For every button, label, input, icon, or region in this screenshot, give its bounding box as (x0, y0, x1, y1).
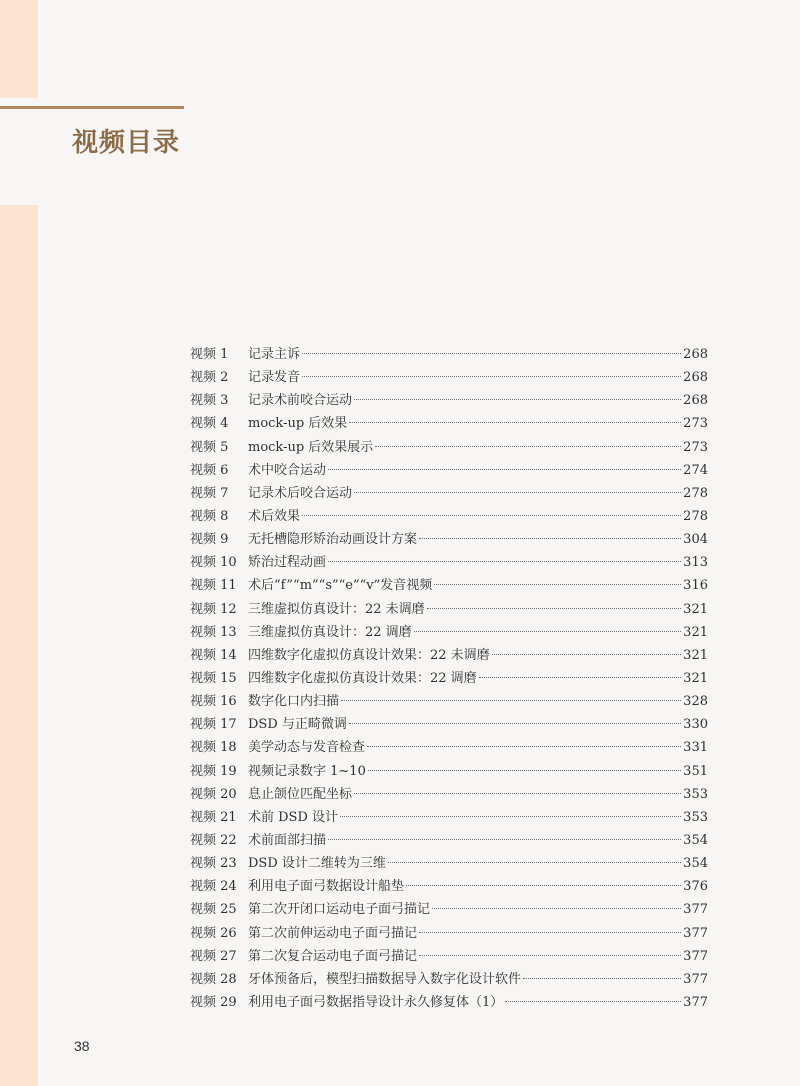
toc-dot-leader (414, 631, 681, 632)
toc-entry-label: 视频 3 (190, 393, 229, 409)
toc-dot-leader (302, 353, 681, 354)
toc-entry-title: 数字化口内扫描 (248, 694, 340, 710)
toc-entry-title: 息止颌位匹配坐标 (248, 786, 353, 802)
toc-entry-page: 328 (683, 694, 708, 710)
toc-entry-page: 316 (683, 578, 708, 594)
toc-entry-page: 273 (683, 416, 708, 432)
toc-entry-label: 视频 17 (190, 717, 237, 733)
toc-entry-page: 268 (683, 347, 708, 362)
toc-entry-page: 351 (683, 763, 708, 779)
toc-entry-label: 视频 14 (190, 647, 237, 663)
toc-entry-page: 304 (683, 532, 708, 548)
toc-entry-page: 354 (683, 832, 708, 848)
toc-dot-leader (434, 584, 681, 585)
toc-entry-label: 视频 22 (190, 832, 237, 848)
toc-entry-label: 视频 10 (190, 555, 237, 571)
toc-entry[interactable] (190, 528, 708, 551)
toc-entry-label: 视频 26 (190, 925, 237, 941)
toc-dot-leader (340, 816, 681, 817)
toc-entry-label: 视频 5 (190, 439, 229, 455)
toc-entry-label: 视频 1 (190, 347, 229, 362)
toc-dot-leader (328, 469, 681, 470)
toc-entry-page: 321 (683, 624, 708, 640)
toc-entry-page: 377 (683, 948, 708, 964)
toc-entry[interactable] (190, 459, 708, 482)
toc-entry-page: 377 (683, 971, 708, 987)
toc-entry-title: 四维数字化虚拟仿真设计效果：22 调磨 (248, 670, 477, 686)
toc-entry-page: 268 (683, 370, 708, 386)
toc-dot-leader (349, 422, 681, 423)
toc-entry-page: 273 (683, 439, 708, 455)
toc-entry-title: 矫治过程动画 (248, 555, 327, 571)
toc-entry-page: 268 (683, 393, 708, 409)
toc-entry[interactable] (190, 574, 708, 597)
side-strip-top (0, 0, 38, 98)
toc-entry-page: 377 (683, 994, 708, 1010)
toc-entry-page: 353 (683, 809, 708, 825)
toc-entry[interactable] (190, 898, 708, 921)
toc-entry-page: 377 (683, 902, 708, 918)
toc-entry[interactable] (190, 389, 708, 412)
toc-dot-leader (302, 376, 681, 377)
toc-entry-label: 视频 2 (190, 370, 229, 386)
toc-entry-label: 视频 24 (190, 879, 237, 895)
toc-entry-title: DSD 设计二维转为三维 (248, 856, 386, 872)
toc-entry-title: 术后效果 (248, 508, 301, 524)
toc-entry-page: 278 (683, 508, 708, 524)
toc-entry-page: 330 (683, 717, 708, 733)
toc-entry[interactable] (190, 343, 708, 366)
toc-entry[interactable] (190, 968, 708, 991)
toc-entry-label: 视频 29 (190, 994, 237, 1010)
toc-entry[interactable] (190, 829, 708, 852)
toc-entry[interactable] (190, 621, 708, 644)
toc-dot-leader (302, 515, 681, 516)
toc-entry[interactable] (190, 551, 708, 574)
toc-entry[interactable] (190, 366, 708, 389)
video-toc-list (190, 343, 708, 1014)
toc-entry-label: 视频 23 (190, 856, 237, 872)
toc-entry-title: 无托槽隐形矫治动画设计方案 (248, 532, 418, 548)
toc-dot-leader (419, 932, 681, 933)
toc-entry-title: 视频记录数字 1~10 (248, 763, 366, 779)
toc-entry-title: 利用电子面弓数据设计船垫 (248, 879, 405, 895)
toc-entry[interactable] (190, 690, 708, 713)
toc-entry[interactable] (190, 852, 708, 875)
toc-entry-page: 353 (683, 786, 708, 802)
toc-dot-leader (368, 770, 681, 771)
toc-entry-title: 术中咬合运动 (248, 462, 327, 478)
toc-entry-label: 视频 28 (190, 971, 237, 987)
toc-entry-label: 视频 7 (190, 485, 229, 501)
toc-entry-page: 354 (683, 856, 708, 872)
toc-entry[interactable] (190, 991, 708, 1014)
toc-entry-page: 376 (683, 879, 708, 895)
toc-entry[interactable] (190, 806, 708, 829)
toc-entry-label: 视频 16 (190, 694, 237, 710)
toc-entry-page: 278 (683, 485, 708, 501)
toc-entry-title: 记录发音 (248, 370, 301, 386)
toc-dot-leader (328, 839, 681, 840)
toc-entry-label: 视频 4 (190, 416, 229, 432)
toc-entry-title: 美学动态与发音检查 (248, 740, 366, 756)
toc-dot-leader (341, 700, 681, 701)
toc-dot-leader (354, 399, 681, 400)
toc-entry[interactable] (190, 922, 708, 945)
toc-dot-leader (432, 908, 681, 909)
toc-entry-title: mock-up 后效果展示 (248, 439, 374, 455)
toc-entry-label: 视频 18 (190, 740, 237, 756)
toc-dot-leader (419, 538, 681, 539)
toc-dot-leader (505, 1001, 681, 1002)
toc-entry-title: 记录术前咬合运动 (248, 393, 353, 409)
toc-entry-label: 视频 27 (190, 948, 237, 964)
toc-entry-title: 利用电子面弓数据指导设计永久修复体（1） (248, 994, 504, 1010)
toc-entry[interactable] (190, 736, 708, 759)
toc-entry[interactable] (190, 482, 708, 505)
toc-entry[interactable] (190, 412, 708, 435)
toc-entry-title: 第二次前伸运动电子面弓描记 (248, 925, 418, 941)
page-number: 38 (74, 1038, 90, 1054)
toc-entry-label: 视频 13 (190, 624, 237, 640)
toc-entry-title: 术前面部扫描 (248, 832, 327, 848)
toc-entry-title: 术后“f”“m”“s”“e”“v”发音视频 (248, 578, 433, 594)
toc-dot-leader (367, 746, 681, 747)
toc-entry[interactable] (190, 875, 708, 898)
toc-entry-title: 三维虚拟仿真设计：22 调磨 (248, 624, 412, 640)
toc-dot-leader (523, 978, 681, 979)
toc-dot-leader (492, 654, 681, 655)
toc-entry[interactable] (190, 667, 708, 690)
toc-entry-label: 视频 25 (190, 902, 237, 918)
toc-entry-label: 视频 6 (190, 462, 229, 478)
toc-entry-title: 第二次复合运动电子面弓描记 (248, 948, 418, 964)
toc-entry-label: 视频 19 (190, 763, 237, 779)
toc-dot-leader (427, 608, 681, 609)
toc-entry-title: 三维虚拟仿真设计：22 未调磨 (248, 601, 425, 617)
toc-entry[interactable] (190, 760, 708, 783)
toc-dot-leader (328, 561, 681, 562)
toc-entry-title: 牙体预备后，模型扫描数据导入数字化设计软件 (248, 971, 522, 987)
toc-entry-title: 第二次开闭口运动电子面弓描记 (248, 902, 431, 918)
toc-dot-leader (349, 723, 681, 724)
toc-entry-label: 视频 21 (190, 809, 237, 825)
toc-entry[interactable] (190, 644, 708, 667)
toc-entry[interactable] (190, 598, 708, 621)
toc-entry-label: 视频 9 (190, 532, 229, 548)
toc-entry-page: 313 (683, 555, 708, 571)
toc-dot-leader (354, 793, 681, 794)
toc-entry-page: 331 (683, 740, 708, 756)
toc-entry-page: 274 (683, 462, 708, 478)
title-rule (0, 106, 184, 109)
toc-entry[interactable] (190, 945, 708, 968)
toc-entry-label: 视频 15 (190, 670, 237, 686)
toc-entry-label: 视频 20 (190, 786, 237, 802)
toc-entry[interactable] (190, 783, 708, 806)
toc-entry-page: 377 (683, 925, 708, 941)
toc-dot-leader (375, 446, 681, 447)
page-title: 视频目录 (72, 128, 181, 158)
toc-entry-title: mock-up 后效果 (248, 416, 348, 432)
toc-entry-page: 321 (683, 647, 708, 663)
toc-entry[interactable] (190, 436, 708, 459)
toc-entry-label: 视频 8 (190, 508, 229, 524)
toc-dot-leader (419, 955, 681, 956)
toc-dot-leader (388, 862, 681, 863)
toc-dot-leader (354, 492, 681, 493)
toc-entry-title: DSD 与正畸微调 (248, 717, 347, 733)
toc-entry-page: 321 (683, 601, 708, 617)
toc-dot-leader (479, 677, 681, 678)
toc-entry-label: 视频 12 (190, 601, 237, 617)
toc-entry[interactable] (190, 713, 708, 736)
side-strip-bottom (0, 205, 38, 1086)
toc-entry-page: 321 (683, 670, 708, 686)
toc-entry-title: 记录主诉 (248, 347, 301, 362)
toc-entry[interactable] (190, 505, 708, 528)
toc-dot-leader (406, 885, 681, 886)
toc-entry-title: 记录术后咬合运动 (248, 485, 353, 501)
toc-entry-title: 术前 DSD 设计 (248, 809, 339, 825)
toc-entry-label: 视频 11 (190, 578, 237, 594)
toc-entry-title: 四维数字化虚拟仿真设计效果：22 未调磨 (248, 647, 490, 663)
